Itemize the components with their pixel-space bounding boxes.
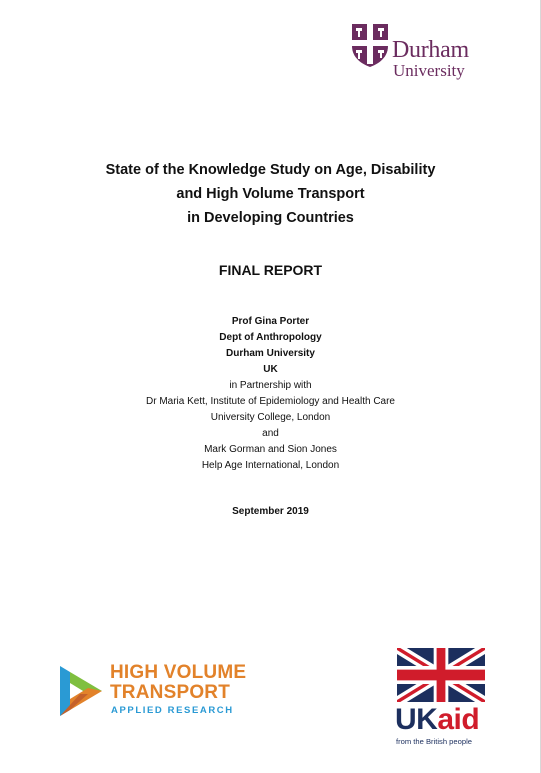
report-title bbox=[0, 158, 541, 230]
ukaid-wordmark bbox=[395, 704, 479, 736]
hvt-logo-line-3: APPLIED RESEARCH bbox=[111, 705, 234, 716]
durham-logo-name: Durham bbox=[392, 37, 469, 63]
union-flag-icon bbox=[397, 648, 485, 702]
title-line-2: and High Volume Transport bbox=[176, 186, 365, 202]
durham-university-logo bbox=[350, 22, 510, 84]
hvt-arrow-icon bbox=[58, 664, 104, 718]
hvt-logo bbox=[58, 660, 278, 720]
partner-2: Mark Gorman and Sion Jones bbox=[204, 444, 337, 455]
ukaid-uk-text: UK bbox=[395, 703, 438, 736]
report-type: FINAL REPORT bbox=[218, 262, 323, 278]
lead-author-university: Durham University bbox=[226, 348, 315, 359]
durham-crest-icon bbox=[350, 22, 390, 68]
title-line-3: in Developing Countries bbox=[187, 210, 354, 226]
ukaid-aid-text: aid bbox=[437, 703, 480, 736]
partner-1: Dr Maria Kett, Institute of Epidemiology and Health Care bbox=[145, 396, 395, 407]
and-text: and bbox=[262, 428, 279, 439]
ukaid-logo bbox=[395, 648, 491, 748]
lead-author-dept: Dept of Anthropology bbox=[219, 332, 322, 343]
title-line-1: State of the Knowledge Study on Age, Disability bbox=[105, 162, 436, 178]
hvt-logo-line-1: HIGH VOLUME bbox=[110, 662, 247, 683]
durham-logo-subtitle: University bbox=[393, 61, 465, 80]
partnership-text: in Partnership with bbox=[229, 380, 312, 391]
partner-2-org: Help Age International, London bbox=[201, 460, 340, 471]
report-date: September 2019 bbox=[232, 506, 309, 517]
author-block bbox=[0, 314, 541, 474]
lead-author-country: UK bbox=[263, 364, 278, 375]
lead-author-name: Prof Gina Porter bbox=[231, 316, 310, 327]
hvt-logo-line-2: TRANSPORT bbox=[110, 682, 231, 703]
ukaid-tagline: from the British people bbox=[396, 737, 472, 746]
partner-1-org: University College, London bbox=[210, 412, 331, 423]
